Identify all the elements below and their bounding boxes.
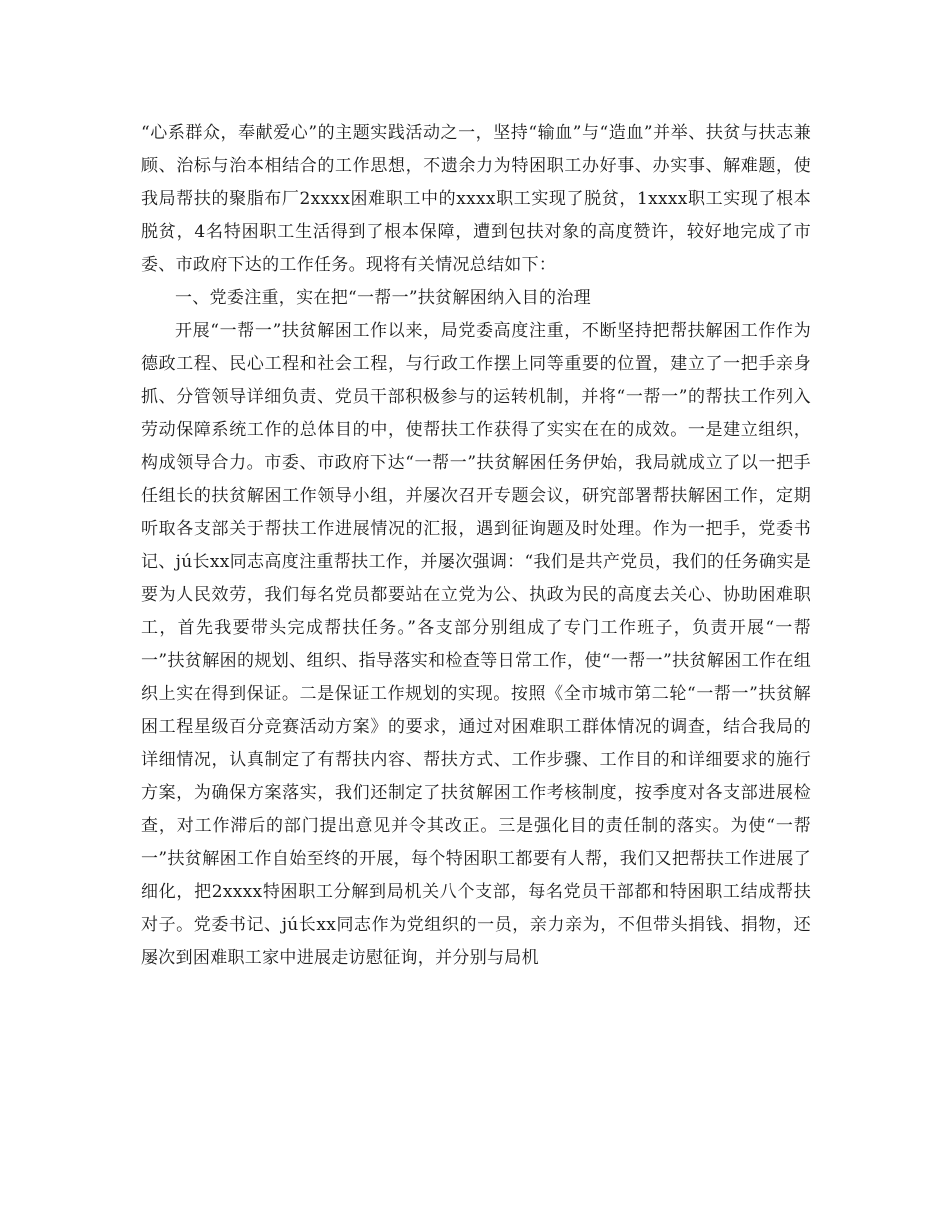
section-heading: 一、党委注重，实在把“一帮一”扶贫解困纳入目的治理 — [175, 288, 591, 308]
paragraph-continuation: “心系群众，奉献爱心”的主题实践活动之一，坚持“输血”与“造血”并举、扶贫与扶志兼顾、治标与治本相结合的工作思想，不遗余力为特困职工办好事、办实事、解难题，使我局帮扶的聚脂布厂2xxxx困难职工中的xxxx职工实现了脱贫，1xxxx职工实现了根本脱贫，4名特困职工生活得到了根本保障，遭到包扶对象的高度赞许，较好地完成了市委、市政府下达的工作任务。现将有关情况总结如下： — [141, 123, 811, 275]
document-body — [141, 117, 811, 975]
paragraph-body: 开展“一帮一”扶贫解困工作以来，局党委高度注重，不断坚持把帮扶解困工作作为德政工程、民心工程和社会工程，与行政工作摆上同等重要的位置，建立了一把手亲身抓、分管领导详细负责、党员干部积极参与的运转机制，并将“一帮一”的帮扶工作列入劳动保障系统工作的总体目的中，使帮扶工作获得了实实在在的成效。一是建立组织，构成领导合力。市委、市政府下达“一帮一”扶贫解困任务伊始，我局就成立了以一把手任组长的扶贫解困工作领导小组，并屡次召开专题会议，研究部署帮扶解困工作，定期听取各支部关于帮扶工作进展情况的汇报，遇到征询题及时处理。作为一把手，党委书记、jú长xx同志高度注重帮扶工作，并屡次强调：“我们是共产党员，我们的任务确实是要为人民效劳，我们每名党员都要站在立党为公、执政为民的高度去关心、协助困难职工，首先我要带头完成帮扶任务。”各支部分别组成了专门工作班子，负责开展“一帮一”扶贫解困的规划、组织、指导落实和检查等日常工作，使“一帮一”扶贫解困工作在组织上实在得到保证。二是保证工作规划的实现。按照《全市城市第二轮“一帮一”扶贫解困工程星级百分竞赛活动方案》的要求，通过对困难职工群体情况的调查，结合我局的详细情况，认真制定了有帮扶内容、帮扶方式、工作步骤、工作目的和详细要求的施行方案，为确保方案落实，我们还制定了扶贫解困工作考核制度，按季度对各支部进展检查，对工作滞后的部门提出意见并令其改正。三是强化目的责任制的落实。为使“一帮一”扶贫解困工作自始至终的开展，每个特困职工都要有人帮，我们又把帮扶工作进展了细化，把2xxxx特困职工分解到局机关八个支部，每名党员干部都和特困职工结成帮扶对子。党委书记、jú长xx同志作为党组织的一员，亲力亲为，不但带头捐钱、捐物，还屡次到困难职工家中进展走访慰征询，并分别与局机 — [141, 321, 811, 968]
